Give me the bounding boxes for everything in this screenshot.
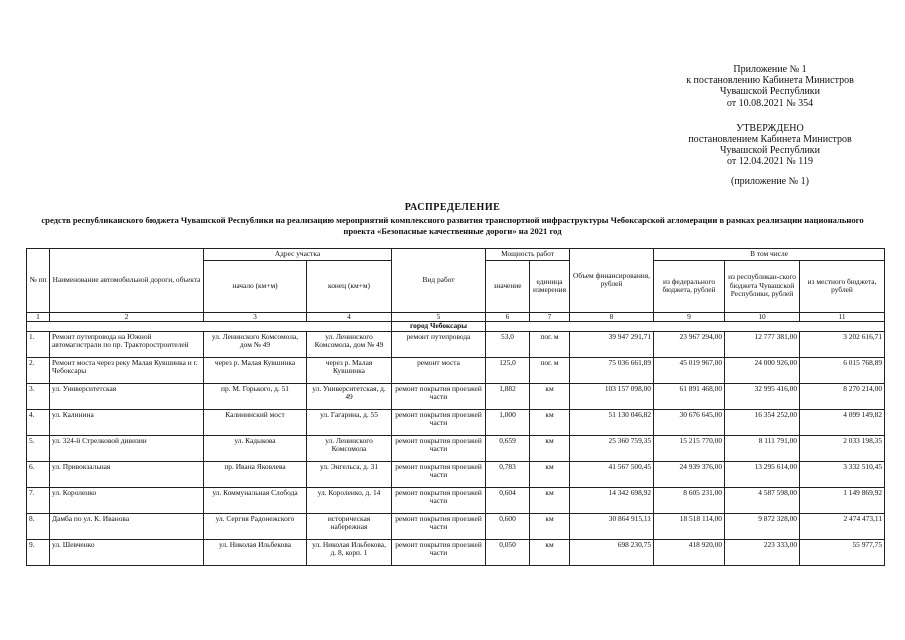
cell-local: 3 332 510,45: [800, 461, 885, 487]
cell-federal: 45 019 967,00: [654, 357, 725, 383]
cell-work: ремонт покрытия проезжей части: [392, 435, 486, 461]
appendix-block: [660, 64, 880, 187]
column-number: 1: [27, 312, 50, 322]
header-volume: Объем финансирования, рублей: [570, 249, 654, 313]
table-row: [27, 435, 885, 461]
cell-start: через р. Малая Кувшинка: [204, 357, 307, 383]
appendix-reference: [660, 64, 880, 109]
header-unit: единица измерения: [530, 260, 570, 312]
cell-volume: 30 864 915,11: [570, 513, 654, 539]
cell-start: ул. Ленинского Комсомола, дом № 49: [204, 331, 307, 357]
cell-federal: 30 676 645,00: [654, 409, 725, 435]
cell-volume: 25 360 759,35: [570, 435, 654, 461]
table-row: [27, 383, 885, 409]
header-local: из местного бюджета, рублей: [800, 260, 885, 312]
table-row: [27, 539, 885, 565]
cell-local: 1 149 869,92: [800, 487, 885, 513]
column-number: 2: [50, 312, 204, 322]
appendix-line: от 10.08.2021 № 354: [726, 97, 814, 109]
cell-federal: 61 891 468,00: [654, 383, 725, 409]
cell-volume: 75 036 661,89: [570, 357, 654, 383]
cell-unit: км: [530, 383, 570, 409]
cell-federal: 15 215 770,00: [654, 435, 725, 461]
cell-name: ул. 324-й Стрелковой дивизии: [50, 435, 204, 461]
cell-federal: 24 939 376,00: [654, 461, 725, 487]
cell-start: ул. Николая Ильбекова: [204, 539, 307, 565]
cell-republic: 12 777 381,00: [725, 331, 800, 357]
cell-end: историческая набережная: [307, 513, 392, 539]
table-header: [27, 249, 885, 313]
city-spacer: [486, 322, 885, 332]
column-number: 7: [530, 312, 570, 322]
cell-local: 55 977,75: [800, 539, 885, 565]
column-number: 4: [307, 312, 392, 322]
cell-volume: 698 230,75: [570, 539, 654, 565]
cell-end: ул. Ленинского Комсомола, дом № 49: [307, 331, 392, 357]
cell-value: 125,0: [486, 357, 530, 383]
cell-no: 9.: [27, 539, 50, 565]
cell-volume: 14 342 698,92: [570, 487, 654, 513]
column-number: 10: [725, 312, 800, 322]
cell-local: 2 474 473,11: [800, 513, 885, 539]
cell-start: пр. М. Горького, д. 51: [204, 383, 307, 409]
appendix-line: Приложение № 1: [733, 64, 807, 75]
cell-volume: 103 157 098,00: [570, 383, 654, 409]
cell-work: ремонт покрытия проезжей части: [392, 461, 486, 487]
header-capacity: Мощность работ: [486, 249, 570, 261]
header-no: № пп: [27, 249, 50, 313]
cell-no: 8.: [27, 513, 50, 539]
appendix-note: [660, 176, 880, 187]
cell-unit: км: [530, 409, 570, 435]
column-number: 3: [204, 312, 307, 322]
cell-unit: км: [530, 461, 570, 487]
appendix-line: к постановлению Кабинета Министров: [686, 75, 854, 87]
appendix-line: УТВЕРЖДЕНО: [736, 122, 804, 134]
cell-volume: 51 130 046,82: [570, 409, 654, 435]
cell-value: 0,659: [486, 435, 530, 461]
cell-name: Ремонт путепровода на Южной автомагистрали по пр. Тракторостроителей: [50, 331, 204, 357]
cell-work: ремонт покрытия проезжей части: [392, 513, 486, 539]
cell-end: ул. Николая Ильбекова, д. 8, корп. 1: [307, 539, 392, 565]
cell-federal: 8 605 231,00: [654, 487, 725, 513]
cell-start: Калининский мост: [204, 409, 307, 435]
cell-value: 1,000: [486, 409, 530, 435]
header-federal: из федерального бюджета, рублей: [654, 260, 725, 312]
column-number: 8: [570, 312, 654, 322]
cell-unit: пог. м: [530, 331, 570, 357]
cell-local: 6 015 768,89: [800, 357, 885, 383]
cell-start: ул. Коммунальная Слобода: [204, 487, 307, 513]
cell-local: 3 202 616,71: [800, 331, 885, 357]
cell-federal: 418 920,00: [654, 539, 725, 565]
title-subtitle: средств республиканского бюджета Чувашской Республики на реализацию мероприятий комплексного развития транспортной инфраструктуры Чебоксарской агломерации в рамках реализации национального проекта «Безопасные качественные дороги» на 2021 год: [41, 215, 864, 236]
header-name: Наименование автомобильной дороги, объекта: [50, 249, 204, 313]
header-start: начало (км+м): [204, 260, 307, 312]
cell-end: ул. Энгельса, д. 31: [307, 461, 392, 487]
cell-republic: 9 872 328,00: [725, 513, 800, 539]
cell-value: 1,882: [486, 383, 530, 409]
cell-name: ул. Университетская: [50, 383, 204, 409]
document-title: [0, 202, 905, 236]
cell-work: ремонт моста: [392, 357, 486, 383]
cell-work: ремонт покрытия проезжей части: [392, 383, 486, 409]
cell-unit: км: [530, 435, 570, 461]
header-address: Адрес участка: [204, 249, 392, 261]
cell-volume: 41 567 500,45: [570, 461, 654, 487]
cell-no: 2.: [27, 357, 50, 383]
table-row: [27, 513, 885, 539]
approval-stamp-text: [660, 123, 880, 168]
cell-start: пр. Ивана Яковлева: [204, 461, 307, 487]
city-label: город Чебоксары: [392, 322, 486, 332]
cell-republic: 4 587 598,00: [725, 487, 800, 513]
cell-no: 4.: [27, 409, 50, 435]
cell-local: 8 270 214,00: [800, 383, 885, 409]
cell-no: 6.: [27, 461, 50, 487]
cell-unit: пог. м: [530, 357, 570, 383]
appendix-line: Чувашской Республики: [719, 145, 821, 157]
cell-no: 5.: [27, 435, 50, 461]
cell-republic: 8 111 791,00: [725, 435, 800, 461]
appendix-line: (приложение № 1): [730, 175, 809, 187]
cell-value: 0,604: [486, 487, 530, 513]
cell-end: ул. Гагарина, д. 55: [307, 409, 392, 435]
cell-volume: 39 947 291,71: [570, 331, 654, 357]
appendix-line: Чувашской Республики: [719, 86, 821, 98]
cell-name: ул. Калинина: [50, 409, 204, 435]
cell-unit: км: [530, 539, 570, 565]
cell-local: 4 099 149,82: [800, 409, 885, 435]
column-number: 9: [654, 312, 725, 322]
appendix-line: от 12.04.2021 № 119: [727, 156, 813, 168]
cell-republic: 13 295 614,00: [725, 461, 800, 487]
cell-value: 0,600: [486, 513, 530, 539]
appendix-line: постановлением Кабинета Министров: [688, 134, 852, 146]
cell-name: Дамба по ул. К. Иванова: [50, 513, 204, 539]
table-row: [27, 461, 885, 487]
header-incl: В том числе: [654, 249, 885, 261]
cell-federal: 23 967 294,00: [654, 331, 725, 357]
cell-work: ремонт покрытия проезжей части: [392, 409, 486, 435]
cell-start: ул. Сергия Радонежского: [204, 513, 307, 539]
title-heading: РАСПРЕДЕЛЕНИЕ: [404, 202, 501, 213]
table-body: [27, 312, 885, 565]
cell-local: 2 033 198,35: [800, 435, 885, 461]
cell-work: ремонт покрытия проезжей части: [392, 539, 486, 565]
column-number: 6: [486, 312, 530, 322]
header-work: Вид работ: [392, 249, 486, 313]
header-republic: из республикан-ского бюджета Чувашской Республики, рублей: [725, 260, 800, 312]
cell-start: ул. Кадыкова: [204, 435, 307, 461]
cell-name: ул. Короленко: [50, 487, 204, 513]
cell-republic: 32 995 416,00: [725, 383, 800, 409]
cell-end: ул. Ленинского Комсомола: [307, 435, 392, 461]
column-number: 5: [392, 312, 486, 322]
cell-name: Ремонт моста через реку Малая Кувшинка и г. Чебоксары: [50, 357, 204, 383]
cell-unit: км: [530, 513, 570, 539]
column-number: 11: [800, 312, 885, 322]
header-value: значение: [486, 260, 530, 312]
cell-value: 0,783: [486, 461, 530, 487]
cell-work: ремонт покрытия проезжей части: [392, 487, 486, 513]
table-row: [27, 487, 885, 513]
city-spacer: [27, 322, 392, 332]
cell-republic: 16 354 252,00: [725, 409, 800, 435]
table-row: [27, 357, 885, 383]
cell-republic: 24 000 926,00: [725, 357, 800, 383]
table-row: [27, 331, 885, 357]
cell-value: 0,050: [486, 539, 530, 565]
cell-unit: км: [530, 487, 570, 513]
header-end: конец (км+м): [307, 260, 392, 312]
table-row: [27, 409, 885, 435]
cell-no: 3.: [27, 383, 50, 409]
cell-end: через р. Малая Кувшинка: [307, 357, 392, 383]
cell-end: ул. Короленко, д. 14: [307, 487, 392, 513]
cell-no: 7.: [27, 487, 50, 513]
cell-work: ремонт путепровода: [392, 331, 486, 357]
city-row: [27, 322, 885, 332]
cell-name: ул. Шевченко: [50, 539, 204, 565]
cell-federal: 18 518 114,00: [654, 513, 725, 539]
cell-name: ул. Привокзальная: [50, 461, 204, 487]
cell-value: 53,0: [486, 331, 530, 357]
cell-republic: 223 333,00: [725, 539, 800, 565]
cell-end: ул. Университетская, д. 49: [307, 383, 392, 409]
distribution-table: [26, 248, 885, 566]
cell-no: 1.: [27, 331, 50, 357]
